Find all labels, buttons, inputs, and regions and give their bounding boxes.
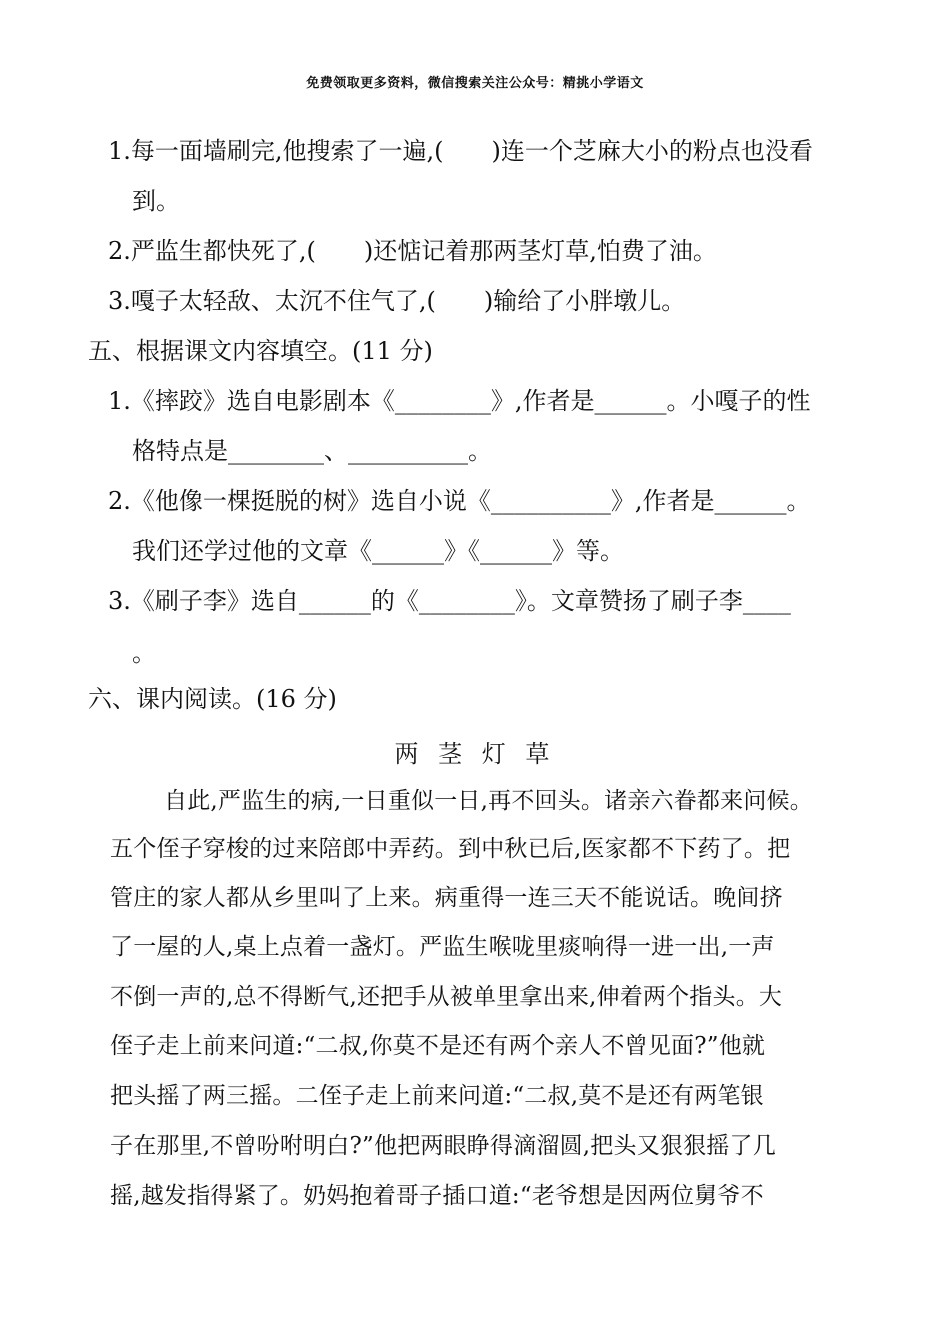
passage-line-6: 侄子走上前来问道:“二叔,你莫不是还有两个亲人不曾见面?”他就 bbox=[110, 1033, 766, 1059]
section5-line-1: 1.《摔跤》选自电影剧本《________》,作者是______。小嘎子的性 bbox=[108, 387, 811, 415]
q4-line-1: 1.每一面墙刷完,他搜索了一遍,( )连一个芝麻大小的粉点也没看 bbox=[108, 137, 813, 165]
passage-line-8: 子在那里,不曾吩咐明白?”他把两眼睁得滴溜圆,把头又狠狠摇了几 bbox=[110, 1133, 776, 1159]
passage-line-4: 了一屋的人,桌上点着一盏灯。严监生喉咙里痰响得一进一出,一声 bbox=[110, 934, 775, 960]
section5-line-5: 3.《刷子李》选自______的《________》。文章赞扬了刷子李____ bbox=[108, 587, 791, 615]
passage-line-3: 管庄的家人都从乡里叫了上来。病重得一连三天不能说话。晚间挤 bbox=[110, 885, 783, 911]
passage-line-7: 把头摇了两三摇。二侄子走上前来问道:“二叔,莫不是还有两笔银 bbox=[110, 1083, 764, 1109]
section5-heading: 五、根据课文内容填空。(11 分) bbox=[88, 337, 433, 365]
passage-line-2: 五个侄子穿梭的过来陪郎中弄药。到中秋已后,医家都不下药了。把 bbox=[110, 836, 791, 862]
page-header: 免费领取更多资料，微信搜索关注公众号：精挑小学语文 bbox=[306, 76, 644, 91]
section5-line-6: 。 bbox=[132, 639, 156, 667]
passage-line-5: 不倒一声的,总不得断气,还把手从被单里拿出来,伸着两个指头。大 bbox=[110, 984, 783, 1010]
passage-title: 两 茎 灯 草 bbox=[394, 740, 556, 768]
section5-line-2: 格特点是________、__________。 bbox=[132, 437, 492, 465]
q4-line-4: 3.嘎子太轻敌、太沉不住气了,( )输给了小胖墩儿。 bbox=[108, 287, 686, 315]
section6-heading: 六、课内阅读。(16 分) bbox=[88, 685, 337, 713]
section5-line-4: 我们还学过他的文章《______》《______》等。 bbox=[132, 537, 624, 565]
passage-line-1: 自此,严监生的病,一日重似一日,再不回头。诸亲六眷都来问候。 bbox=[164, 788, 813, 814]
passage-line-9: 摇,越发指得紧了。奶妈抱着哥子插口道:“老爷想是因两位舅爷不 bbox=[110, 1183, 764, 1209]
q4-line-2: 到。 bbox=[132, 187, 180, 215]
section5-line-3: 2.《他像一棵挺脱的树》选自小说《__________》,作者是______。 bbox=[108, 487, 811, 515]
q4-line-3: 2.严监生都快死了,( )还惦记着那两茎灯草,怕费了油。 bbox=[108, 237, 717, 265]
